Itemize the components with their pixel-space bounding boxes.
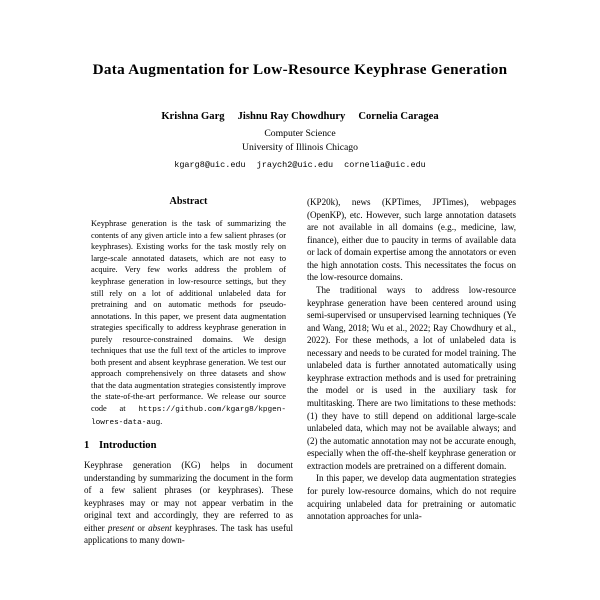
author-list	[60, 110, 540, 124]
abstract-heading: Abstract	[169, 196, 208, 207]
affiliation-institution: University of Illinois Chicago	[242, 141, 358, 153]
right-column	[307, 196, 516, 547]
abstract-text	[84, 218, 293, 428]
section-title: Introduction	[99, 440, 157, 452]
author-name-1: Krishna Garg	[161, 111, 225, 122]
page-title: Data Augmentation for Low-Resource Keyphrase Generation	[92, 61, 508, 78]
emphasis-absent: absent	[148, 522, 172, 533]
email-1: kgarg8@uic.edu	[174, 159, 246, 170]
source-code-url[interactable]: https://github.com/kgarg8/kpgen-lowres-data-aug	[91, 405, 286, 427]
section-heading-introduction	[84, 440, 293, 453]
author-emails	[60, 160, 540, 171]
abstract-text-part2: .	[160, 416, 163, 426]
intro-text-b: or	[134, 522, 149, 533]
intro-text-a: Keyphrase generation (KG) helps in document understanding by summarizing the document in the form of a few salient phrases (or keyphrases). These keyphrases may or may not appear verbatim in the original text and accordingly, they are referred to as either	[84, 460, 293, 533]
intro-paragraph-1	[84, 459, 293, 547]
right-paragraph-1: (KP20k), news (KPTimes, JPTimes), webpages (OpenKP), etc. However, such large annotation datasets are not available in all domains (e.g., medicine, law, finance), either due to paucity in terms of available data or lack of domain expertise among the annotators or even the high annotation costs. This necessitates the focus on the low-resource domains.	[307, 197, 516, 283]
abstract-text-part1: Keyphrase generation is the task of summarizing the contents of any given article into a few salient phrases (or keyphrases). Existing works for the task mostly rely on large-scale annotated datasets, which are not easy to acquire. Very few works address the problem of keyphrase generation in low-resource settings, but they still rely on a lot of additional unlabeled data for pretraining and on automatic methods for pseudo-annotations. In this paper, we present data augmentation strategies specifically to address keyphrase generation in purely resource-constrained domains. We design techniques that use the full text of the articles to improve both present and absent keyphrase generation. We test our approach comprehensively on three datasets and show that the data augmentation strategies consistently improve the state-of-the-art performance. We release our source code at	[91, 219, 286, 413]
emphasis-present: present	[107, 522, 135, 533]
author-name-2: Jishnu Ray Chowdhury	[237, 111, 346, 122]
title-block	[0, 0, 600, 171]
right-paragraph-2: The traditional ways to address low-resource keyphrase generation have been centered around using semi-supervised or unsupervised learning techniques (Ye and Wang, 2018; Wu et al., 2022; Ray Chowdhury et al., 2022). For these methods, a lot of unlabeled data is necessary and needs to be curated for model training. The unlabeled data is further annotated automatically using keyphrase extraction methods and is used for pretraining the model or is used in the auxiliary task for multitasking. There are two limitations to these methods: (1) they have to still depend on additional large-scale unlabeled data, which may not be available always; and (2) the automatic annotation may not be accurate enough, especially when the off-the-shelf keyphrase generation or extraction models are pretrained on a different domain.	[307, 284, 516, 471]
email-3: cornelia@uic.edu	[344, 159, 426, 170]
intro-text-c: keyphrases. The task has useful applications to many down-	[84, 522, 293, 546]
email-2: jraych2@uic.edu	[256, 159, 334, 170]
affiliation-department: Computer Science	[264, 127, 336, 139]
left-column	[84, 196, 293, 547]
right-paragraph-3: In this paper, we develop data augmentation strategies for purely low-resource domains, which do not require acquiring unlabeled data for pretraining or automatic annotation approaches for unla-	[307, 473, 516, 522]
author-name-3: Cornelia Caragea	[358, 111, 439, 122]
body-columns	[0, 196, 600, 547]
section-number: 1	[84, 440, 90, 452]
